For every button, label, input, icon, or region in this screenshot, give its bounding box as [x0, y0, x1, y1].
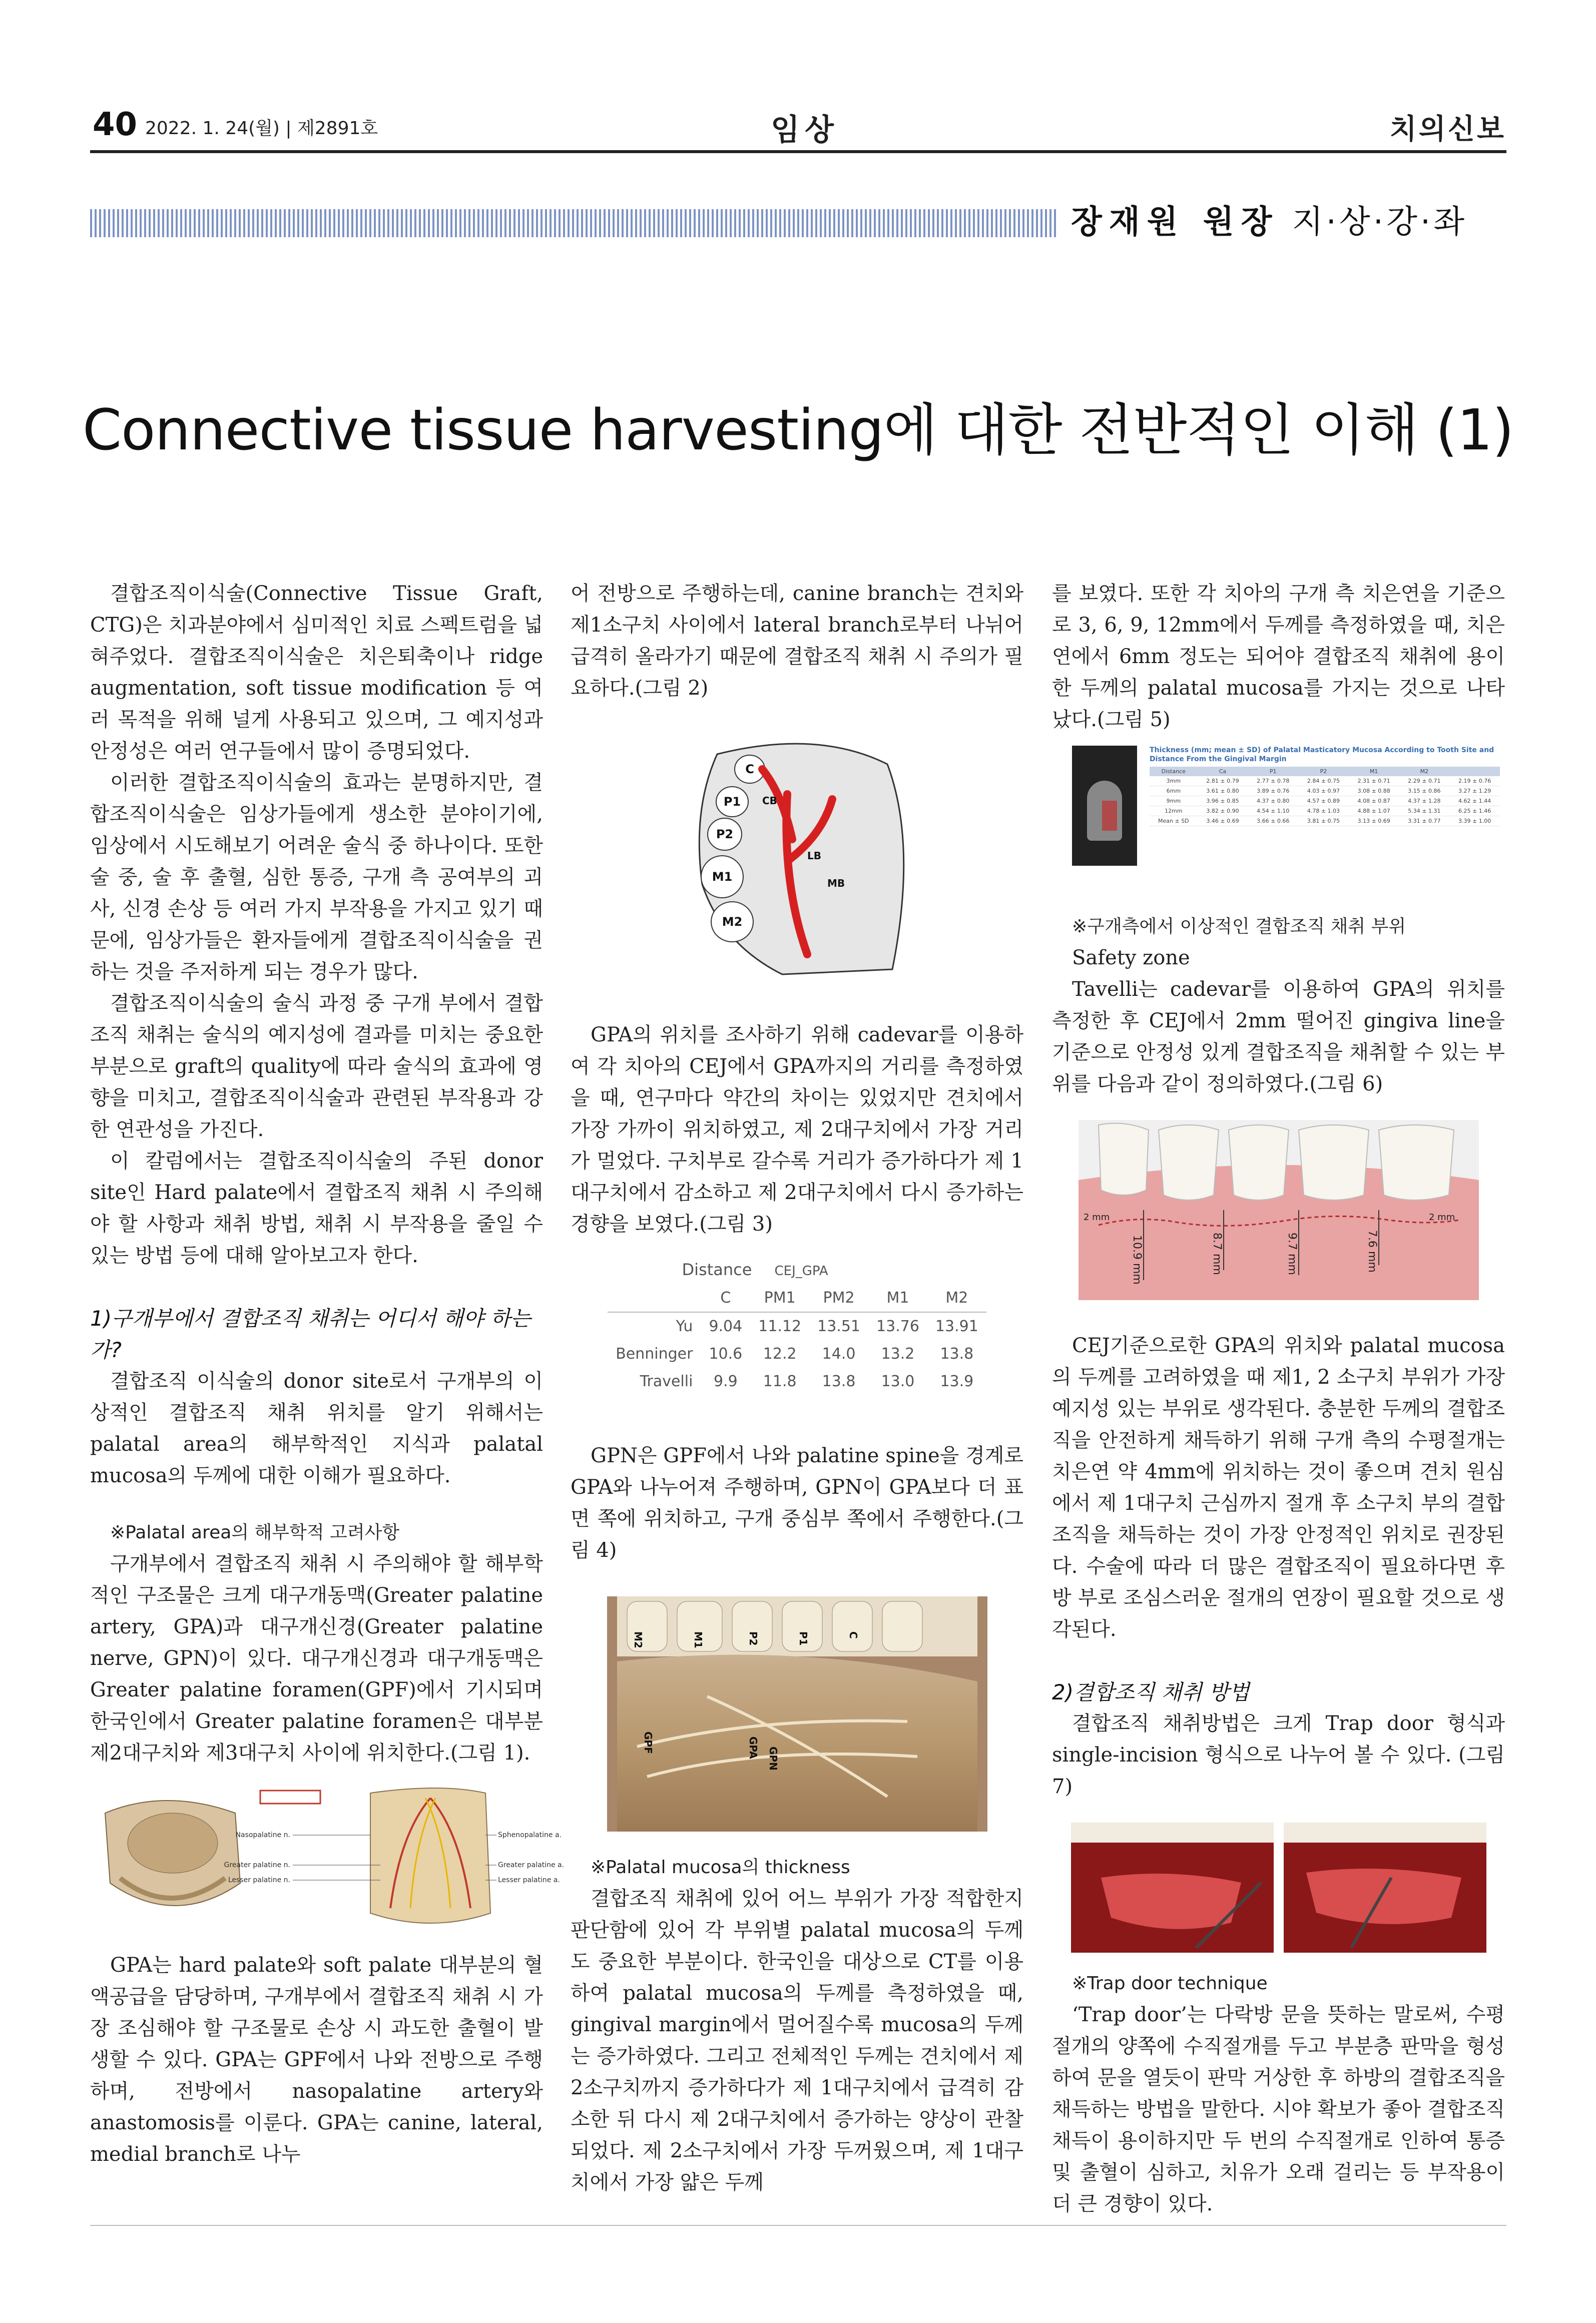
table-cell: 6mm	[1150, 786, 1198, 796]
article-title: Connective tissue harvesting에 대한 전반적인 이해 (1)	[82, 398, 1514, 463]
section-title: 임상	[771, 113, 839, 148]
table-cell: 10.6	[709, 1345, 743, 1363]
table-row	[1150, 816, 1500, 826]
fig5-col-header: P2	[1298, 767, 1349, 776]
newspaper-name: 치의신보	[1389, 113, 1506, 146]
figure-2-illustration	[657, 734, 937, 979]
table-cell: 4.03 ± 0.97	[1298, 786, 1349, 796]
subheading: ※Palatal mucosa의 thickness	[591, 1857, 850, 1878]
fig3-subtitle: CEJ_GPA	[774, 1264, 828, 1279]
table-cell: 11.8	[763, 1373, 797, 1390]
table-cell: 3.08 ± 0.88	[1349, 786, 1399, 796]
fig1-label: Greater palatine a.	[498, 1861, 565, 1869]
series-author: 장재원 원장	[1071, 204, 1279, 241]
table-cell: 3.27 ± 1.29	[1449, 786, 1500, 796]
table-row	[1150, 806, 1500, 816]
table-cell: 13.51	[817, 1318, 861, 1335]
fig2-branch-label: CB	[762, 795, 777, 807]
fig6-label: 7.6 mm	[1365, 1230, 1378, 1273]
fig3-title: Distance	[682, 1260, 752, 1279]
fig1-label: Lesser palatine n.	[228, 1876, 290, 1884]
fig3-col-header: M2	[927, 1284, 986, 1312]
subheading: ※구개측에서 이상적인 결합조직 채취 부위	[1072, 916, 1406, 937]
paragraph: 이 칼럼에서는 결합조직이식술의 주된 donor site인 Hard palate에서 결합조직 채취 시 주의해야 할 사항과 채취 방법, 채취 시 부작용을 줄일 수 있는 방법 등에 대해 알아보고자 한다.	[90, 1149, 543, 1267]
fig3-col-header: M1	[868, 1284, 927, 1312]
table-cell: 3.15 ± 0.86	[1399, 786, 1450, 796]
paragraph: 구개부에서 결합조직 채취 시 주의해야 할 해부학적인 구조물은 크게 대구개동맥(Greater palatine artery, GPA)과 대구개신경(Greater palatine nerve, GPN)이 있다. 대구개신경과 대구개동맥은 Greater palatine foramen(GPF)에서 기시되며 한국인에서 Greater palatine foramen은 대부분 제2대구치와 제3대구치 사이에 위치한다.(그림 1).	[90, 1552, 543, 1765]
fig6-label: 8.7 mm	[1210, 1233, 1223, 1275]
fig5-col-header: M2	[1399, 767, 1450, 776]
fig2-tooth-label: P2	[716, 827, 733, 841]
table-cell: 13.8	[822, 1373, 856, 1390]
header-rule	[90, 150, 1506, 153]
table-cell: 3.61 ± 0.80	[1198, 786, 1248, 796]
figure-1-palate-anatomy	[90, 1783, 565, 1936]
paragraph: 결합조직이식술(Connective Tissue Graft, CTG)은 치과분야에서 심미적인 치료 스펙트럼을 넓혀주었다. 결합조직이식술은 치은퇴축이나 ridge augmentation, soft tissue modification 등 여러 목적을 위해 널게 사용되고 있으며, 그 예지성과 안정성은 여러 연구들에서 많이 증명되었다.	[90, 582, 543, 763]
fig6-label: 9.7 mm	[1285, 1233, 1298, 1275]
table-cell: 13.8	[940, 1345, 974, 1363]
paragraph: ‘Trap door’는 다락방 문을 뜻하는 말로써, 수평절개의 양쪽에 수직절개를 두고 부분층 판막을 형성하여 문을 열듯이 판막 거상한 후 하방의 결합조직을 채득하는 방법을 말한다. 시야 확보가 좋아 결합조직 채득이 용이하지만 두 번의 수직절개로 인하여 통증 및 출혈이 심하고, 치유가 오래 걸리는 등 부작용이 더 큰 경향이 있다.	[1052, 2003, 1505, 2215]
fig1-label: Lesser palatine a.	[498, 1876, 560, 1884]
table-cell: 13.9	[940, 1373, 974, 1390]
fig2-tooth-label: P1	[723, 795, 741, 809]
table-row	[1150, 796, 1500, 806]
table-cell: 2.84 ± 0.75	[1298, 776, 1349, 786]
figure-3-distance-table	[607, 1260, 987, 1395]
table-cell: 3.13 ± 0.69	[1349, 816, 1399, 826]
fig4-label: M2	[632, 1631, 644, 1648]
subheading: ※Trap door technique	[1072, 1973, 1268, 1994]
fig2-tooth-label: M1	[712, 870, 732, 884]
fig3-col-header: C	[701, 1284, 750, 1312]
table-row	[608, 1312, 986, 1340]
fig2-branch-label: MB	[827, 877, 845, 889]
table-cell: 3.81 ± 0.75	[1298, 816, 1349, 826]
figure-4-illustration	[607, 1596, 987, 1832]
fig3-col-header: PM1	[750, 1284, 809, 1312]
paragraph: GPN은 GPF에서 나와 palatine spine을 경계로 GPA와 나누어져 주행하며, GPN이 GPA보다 더 표면 쪽에 위치하고, 구개 중심부 쪽에서 주행한다.(그림 4)	[571, 1444, 1023, 1562]
section-heading: 2)결합조직 채취 방법	[1052, 1680, 1250, 1704]
table-cell: 4.37 ± 0.80	[1248, 796, 1298, 806]
table-cell: 9.04	[709, 1318, 743, 1335]
figure-6-illustration	[1079, 1120, 1479, 1300]
figure-4-cadaver-photo	[607, 1596, 987, 1832]
table-cell: 2.77 ± 0.78	[1248, 776, 1298, 786]
fig6-label: 2 mm	[1083, 1212, 1110, 1223]
paragraph: 결합조직 채취방법은 크게 Trap door 형식과 single-incision 형식으로 나누어 볼 수 있다. (그림 7)	[1052, 1712, 1505, 1798]
table-cell: 4.37 ± 1.28	[1399, 796, 1450, 806]
section-heading: 1)구개부에서 결합조직 채취는 어디서 해야 하는가?	[90, 1306, 531, 1362]
ct-scan-image	[1072, 746, 1137, 866]
fig5-col-header: M1	[1349, 767, 1399, 776]
table-cell: 11.12	[758, 1318, 802, 1335]
figure-7-illustration	[1071, 1823, 1486, 1953]
paragraph: 결합조직 채취에 있어 어느 부위가 가장 적합한지 판단함에 있어 각 부위별 palatal mucosa의 두께도 중요한 부분이다. 한국인을 대상으로 CT를 이용하여 palatal mucosa의 두께를 측정하였을 때, gingival margin에서 멀어질수록 mucosa의 두께는 증가하였다. 그리고 전체적인 두께는 견치에서 제 2소구치까지 증가하다가 제 1대구치에서 급격히 감소한 뒤 다시 제 2대구치에서 증가하는 양상이 관찰되었다. 제 2소구치에서 가장 두꺼웠으며, 제 1대구치에서 가장 얇은 두께	[571, 1887, 1023, 2194]
fig6-label: 2 mm	[1428, 1212, 1455, 1223]
fig1-label: Sphenopalatine a.	[498, 1831, 562, 1839]
table-cell: 2.29 ± 0.71	[1399, 776, 1450, 786]
paragraph: 이러한 결합조직이식술의 효과는 분명하지만, 결합조직이식술은 임상가들에게 생소한 분야이기에, 임상에서 시도해보기 어려운 술식 중 하나이다. 또한 술 중, 술 후 출혈, 심한 통증, 구개 측 공여부의 괴사, 신경 손상 등 여러 가지 부작용을 가지고 있기 때문에, 임상가들은 환자들에게 결합조직이식술을 권하는 것을 주저하게 되는 경우가 많다.	[90, 771, 543, 983]
figure-7-surgical-photos	[1071, 1823, 1486, 1953]
row-label: Travelli	[640, 1373, 693, 1390]
fig4-label: GPA	[747, 1736, 759, 1759]
table-cell: 14.0	[822, 1345, 856, 1363]
column-3	[1052, 578, 1505, 2220]
fig5-col-header: P1	[1248, 767, 1298, 776]
figure-6-safety-zone	[1079, 1120, 1479, 1300]
paragraph: GPA의 위치를 조사하기 위해 cadevar를 이용하여 각 치아의 CEJ에서 GPA까지의 거리를 측정하였을 때, 연구마다 약간의 차이는 있었지만 견치에서 가장 가까이 위치하였고, 제 2대구치에서 가장 거리가 멀었다. 구치부로 갈수록 거리가 증가하다가 제 1대구치에서 감소하고 제 2대구치에서 다시 증가하는 경향을 보였다.(그림 3)	[571, 1023, 1023, 1236]
issue-date: 2022. 1. 24(월) | 제2891호	[145, 118, 378, 139]
table-cell: 13.2	[881, 1345, 915, 1363]
thickness-table-block	[1150, 746, 1500, 826]
table-cell: 4.08 ± 0.87	[1349, 796, 1399, 806]
table-row	[608, 1368, 986, 1395]
decorative-stripe	[90, 209, 1056, 237]
fig2-branch-label: LB	[807, 850, 821, 862]
fig5-title: Thickness (mm; mean ± SD) of Palatal Masticatory Mucosa According to Tooth Site and Distance From the Gingival Margin	[1150, 746, 1494, 763]
paragraph: 를 보였다. 또한 각 치아의 구개 측 치은연을 기준으로 3, 6, 9, 12mm에서 두께를 측정하였을 때, 치은연에서 6mm 정도는 되어야 결합조직 채취에 용이한 두께의 palatal mucosa를 가지는 것으로 나타났다.(그림 5)	[1052, 582, 1505, 731]
table-cell: 5.34 ± 1.31	[1399, 806, 1450, 816]
fig4-label: GPF	[642, 1731, 654, 1754]
table-cell: 13.91	[935, 1318, 978, 1335]
paragraph: 어 전방으로 주행하는데, canine branch는 견치와 제1소구치 사이에서 lateral branch로부터 나뉘어 급격히 올라가기 때문에 결합조직 채취 시 주의가 필요하다.(그림 2)	[571, 582, 1023, 700]
table-cell: 13.76	[876, 1318, 919, 1335]
table-cell: 12mm	[1150, 806, 1198, 816]
series-header	[1071, 196, 1467, 242]
fig2-tooth-label: C	[745, 762, 754, 776]
table-row	[1150, 776, 1500, 786]
table-cell: 3mm	[1150, 776, 1198, 786]
figure-2-gpa-branches	[657, 734, 937, 979]
paragraph: 결합조직 이식술의 donor site로서 구개부의 이상적인 결합조직 채취 위치를 알기 위해서는 palatal area의 해부학적인 지식과 palatal mucosa의 두께에 대한 이해가 필요하다.	[90, 1370, 543, 1487]
table-cell: 2.31 ± 0.71	[1349, 776, 1399, 786]
table-row	[1150, 786, 1500, 796]
subheading: ※Palatal area의 해부학적 고려사항	[110, 1522, 400, 1543]
page-number: 40	[93, 106, 138, 143]
fig1-label: Nasopalatine n.	[235, 1831, 290, 1839]
paragraph: Safety zone	[1072, 946, 1190, 969]
fig4-label: GPN	[767, 1747, 779, 1771]
paragraph: CEJ기준으로한 GPA의 위치와 palatal mucosa의 두께를 고려하였을 때 제1, 2 소구치 부위가 가장 예지성 있는 부위로 생각된다. 충분한 두께의 결합조직을 안전하게 채득하기 위해 구개 측의 수평절개는 치은연 약 4mm에 위치하는 것이 좋으며 견치 원심에서 제 1대구치 근심까지 절개 후 소구치 부의 결합조직을 채득하는 것이 가장 안정적인 위치로 권장된다. 수술에 따라 더 많은 결합조직이 필요하다면 후방 부로 조심스러운 절개의 연장이 필요할 것으로 생각된다.	[1052, 1334, 1505, 1641]
distance-table	[608, 1284, 986, 1395]
thickness-table	[1150, 767, 1500, 826]
series-name: 지·상·강·좌	[1292, 204, 1468, 241]
table-cell: 4.88 ± 1.07	[1349, 806, 1399, 816]
paragraph: Tavelli는 cadevar를 이용하여 GPA의 위치를 측정한 후 CEJ에서 2mm 떨어진 gingiva line을 기준으로 안정성 있게 결합조직을 채취할 수 있는 부위를 다음과 같이 정의하였다.(그림 6)	[1052, 978, 1505, 1095]
table-cell: 3.31 ± 0.77	[1399, 816, 1450, 826]
table-cell: 3.39 ± 1.00	[1449, 816, 1500, 826]
column-2	[571, 578, 1023, 2198]
table-cell: 9.9	[713, 1373, 738, 1390]
figure-5-thickness-table	[1052, 746, 1505, 896]
column-1	[90, 578, 565, 2170]
fig4-label: M1	[692, 1631, 704, 1648]
row-label: Benninger	[616, 1345, 693, 1363]
paragraph: 결합조직이식술의 술식 과정 중 구개 부에서 결합조직 채취는 술식의 예지성에 결과를 미치는 중요한 부분으로 graft의 quality에 따라 술식의 효과에 영향을 미치고, 결합조직이식술과 관련된 부작용과 강한 연관성을 가진다.	[90, 992, 543, 1141]
table-cell: 3.66 ± 0.66	[1248, 816, 1298, 826]
table-cell: 13.0	[881, 1373, 915, 1390]
fig1-label: Greater palatine n.	[224, 1861, 290, 1869]
table-cell: 4.54 ± 1.10	[1248, 806, 1298, 816]
fig2-tooth-label: M2	[722, 915, 742, 929]
fig5-col-header: Ca	[1198, 767, 1248, 776]
table-cell: 3.89 ± 0.76	[1248, 786, 1298, 796]
table-cell: 4.62 ± 1.44	[1449, 796, 1500, 806]
fig5-col-header: Distance	[1150, 767, 1198, 776]
fig4-label: P1	[797, 1631, 809, 1646]
table-cell: 3.46 ± 0.69	[1198, 816, 1248, 826]
fig6-label: 10.9 mm	[1130, 1235, 1143, 1285]
fig3-col-header: PM2	[809, 1284, 868, 1312]
table-cell: 9mm	[1150, 796, 1198, 806]
figure-1-illustration	[90, 1783, 565, 1936]
table-cell: 2.81 ± 0.79	[1198, 776, 1248, 786]
fig4-label: C	[847, 1631, 859, 1639]
table-cell: 12.2	[763, 1345, 797, 1363]
paragraph: GPA는 hard palate와 soft palate 대부분의 혈액공급을 담당하며, 구개부에서 결합조직 채취 시 가장 조심해야 할 구조물로 손상 시 과도한 출혈이 발생할 수 있다. GPA는 GPF에서 나와 전방으로 주행하며, 전방에서 nasopalatine artery와 anastomosis를 이룬다. GPA는 canine, lateral, medial branch로 나누	[90, 1954, 543, 2166]
table-cell: 4.57 ± 0.89	[1298, 796, 1349, 806]
table-cell: 6.25 ± 1.46	[1449, 806, 1500, 816]
table-cell: 3.82 ± 0.90	[1198, 806, 1248, 816]
table-row	[608, 1340, 986, 1368]
table-cell: 3.96 ± 0.85	[1198, 796, 1248, 806]
row-label: Yu	[676, 1318, 693, 1335]
table-cell: 4.78 ± 1.03	[1298, 806, 1349, 816]
table-cell: 2.19 ± 0.76	[1449, 776, 1500, 786]
footer-rule	[90, 2225, 1506, 2226]
fig4-label: P2	[747, 1631, 759, 1646]
table-cell: Mean ± SD	[1150, 816, 1198, 826]
